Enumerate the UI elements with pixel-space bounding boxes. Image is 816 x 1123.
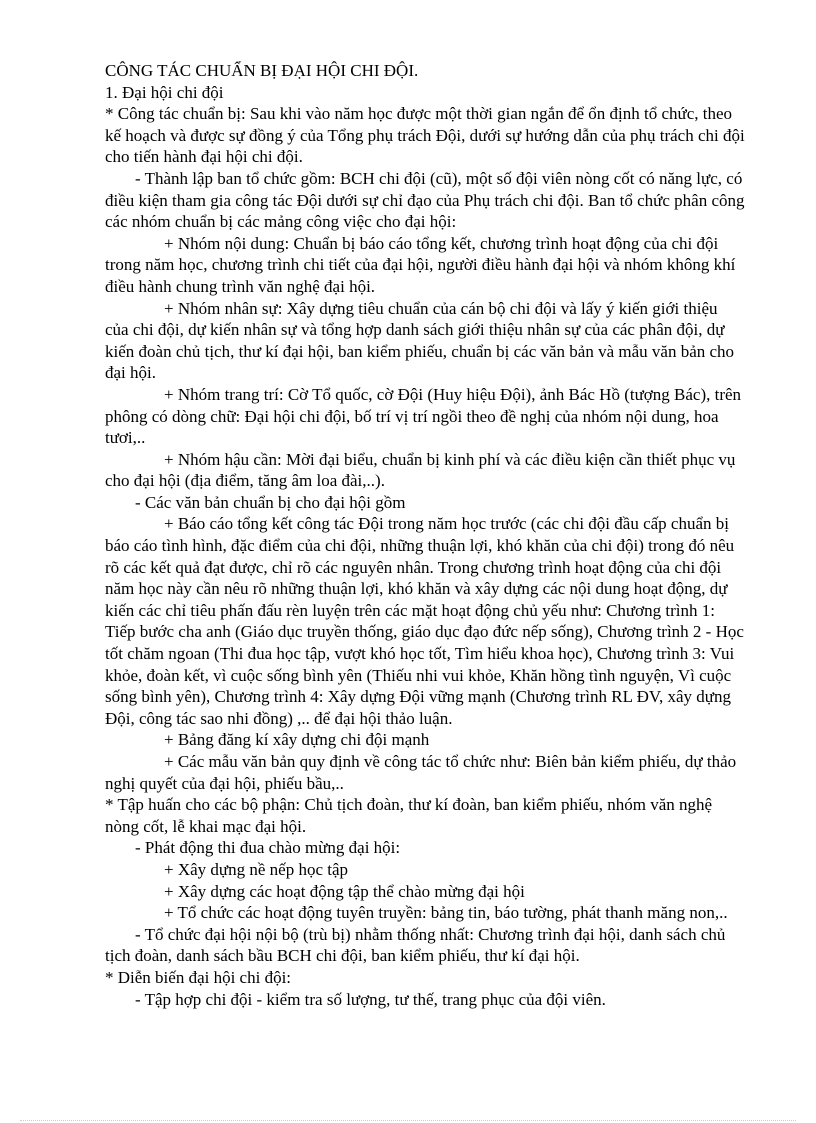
paragraph: - Phát động thi đua chào mừng đại hội: [135,838,401,858]
paragraph: + Nhóm hậu cần: Mời đại biểu, chuẩn bị kinh phí và các điều kiện cần thiết phục vụ cho đại hội (địa điểm, tăng âm loa đài,..). [105,449,736,491]
paragraph: + Xây dựng nề nếp học tập [164,859,349,879]
paragraph: - Tổ chức đại hội nội bộ (trù bị) nhằm thống nhất: Chương trình đại hội, danh sách chủ tịch đoàn, danh sách bầu BCH chi đội, ban kiểm phiếu, thư kí đại hội. [105,924,726,966]
paragraph: * Công tác chuẩn bị: Sau khi vào năm học được một thời gian ngắn để ổn định tổ chức, theo kế hoạch và được sự đồng ý của Tổng phụ trách Đội, dưới sự hướng dẫn của phụ trách chi đội cho tiến hành đại hội chi đội. [105,104,745,167]
paragraph: * Tập huấn cho các bộ phận: Chủ tịch đoàn, thư kí đoàn, ban kiểm phiếu, nhóm văn nghệ nòng cốt, lễ khai mạc đại hội. [105,795,713,836]
paragraph: + Xây dựng các hoạt động tập thể chào mừng đại hội [164,881,525,901]
paragraph: + Nhóm trang trí: Cờ Tổ quốc, cờ Đội (Huy hiệu Đội), ảnh Bác Hồ (tượng Bác), trên phông có dòng chữ: Đại hội chi đội, bố trí vị trí ngồi theo đề nghị của nhóm nội dung, hoa tươi,.. [105,384,742,448]
paragraph: + Các mẫu văn bản quy định về công tác tổ chức như: Biên bản kiểm phiếu, dự thảo nghị quyết của đại hội, phiếu bầu,.. [105,752,737,793]
paragraph: + Tổ chức các hoạt động tuyên truyền: bảng tin, báo tường, phát thanh măng non,.. [164,903,728,923]
section-heading: 1. Đại hội chi đội [105,82,224,102]
paragraph: * Diễn biến đại hội chi đội: [105,967,292,987]
document-title: CÔNG TÁC CHUẨN BỊ ĐẠI HỘI CHI ĐỘI. [105,61,419,80]
paragraph: + Nhóm nội dung: Chuẩn bị báo cáo tổng kết, chương trình hoạt động của chi đội trong năm học, chương trình chi tiết của đại hội, người điều hành đại hội và nhóm không khí điều hành chung trình văn nghệ đại hội. [105,233,736,296]
paragraph: - Các văn bản chuẩn bị cho đại hội gồm [135,492,406,512]
paragraph: + Bảng đăng kí xây dựng chi đội mạnh [164,730,430,750]
paragraph: + Báo cáo tổng kết công tác Đội trong năm học trước (các chi đội đầu cấp chuẩn bị báo cáo tình hình, đặc điểm của chi đội, những thuận lợi, khó khăn của chi đội) trong đó nêu rõ các kết quả đạt được, chỉ rõ các nguyên nhân. Trong chương trình hoạt động của chi đội năm học này cần nêu rõ những thuận lợi, khó khăn và xây dựng các nội dung hoạt động, dự kiến các chỉ tiêu phấn đấu rèn luyện trên các mặt hoạt động chủ yếu như: Chương trình 1: Tiếp bước cha anh (Giáo dục truyền thống, giáo dục đạo đức nếp sống), Chương trình 2 - Học tốt chăm ngoan (Thi đua học tập, vượt khó học tốt, Tìm hiểu khoa học), Chương trình 3: Vui khỏe, đoàn kết, vì cuộc sống bình yên (Thiếu nhi vui khỏe, Khăn hồng tình nguyện, Vì cuộc sống bình yên), Chương trình 4: Xây dựng Đội vững mạnh (Chương trình RL ĐV, xây dựng Đội, công tác sao nhi đồng) ,.. để đại hội thảo luận. [105,514,744,728]
paragraph: - Thành lập ban tổ chức gồm: BCH chi đội (cũ), một số đội viên nòng cốt có năng lực, có điều kiện tham gia công tác Đội dưới sự chỉ đạo của Phụ trách chi đội. Ban tổ chức phân công các nhóm chuẩn bị các mảng công việc cho đại hội: [105,168,745,232]
page-bottom-divider [20,1120,796,1121]
document-page [105,60,745,1010]
paragraph: + Nhóm nhân sự: Xây dựng tiêu chuẩn của cán bộ chi đội và lấy ý kiến giới thiệu của chi đội, dự kiến nhân sự và tổng hợp danh sách giới thiệu nhân sự của các phân đội, dự kiến đoàn chủ tịch, thư kí đại hội, ban kiểm phiếu, chuẩn bị các văn bản và mẫu văn bản cho đại hội. [105,298,735,383]
paragraph: - Tập hợp chi đội - kiểm tra số lượng, tư thế, trang phục của đội viên. [135,989,606,1009]
